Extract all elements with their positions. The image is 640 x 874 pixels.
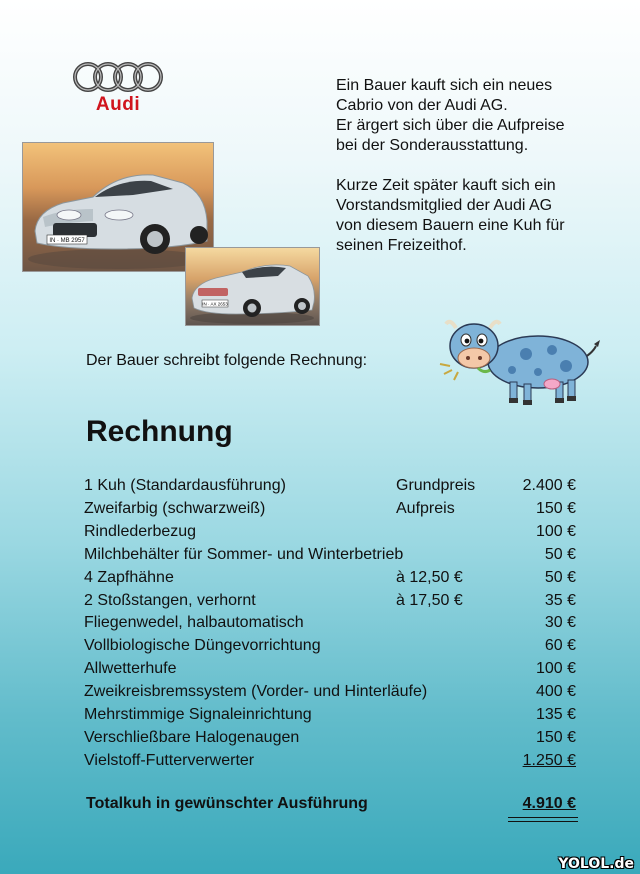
- invoice-item: 4 Zapfhähne: [84, 568, 174, 586]
- convertible-car-icon: [186, 248, 319, 325]
- invoice-price: 30 €: [544, 614, 576, 632]
- invoice-item: Vollbiologische Düngevorrichtung: [84, 637, 321, 655]
- intro-line: Ein Bauer kauft sich ein neues: [336, 77, 553, 94]
- invoice-item: Rindlederbezug: [84, 523, 197, 541]
- invoice-note: à 12,50 €: [396, 568, 463, 586]
- invoice-price: 35 €: [544, 591, 576, 609]
- invoice-row: [84, 749, 576, 772]
- invoice-row: [84, 635, 576, 658]
- invoice-item: Vielstoff-Futterverwerter: [84, 751, 255, 769]
- invoice-table: [84, 475, 576, 772]
- intro-line: von diesem Bauern eine Kuh für: [336, 217, 565, 234]
- intro-text: [336, 76, 626, 276]
- invoice-item: Fliegenwedel, halbautomatisch: [84, 614, 304, 632]
- audi-rings-icon: [72, 60, 164, 94]
- intro-line: seinen Freizeithof.: [336, 237, 467, 254]
- intro-line: Kurze Zeit später kauft sich ein: [336, 177, 556, 194]
- invoice-price: 50 €: [544, 568, 576, 586]
- car-photo-rear: [185, 247, 320, 326]
- invoice-item: Milchbehälter für Sommer- und Winterbetrieb: [84, 545, 404, 563]
- invoice-row: [84, 681, 576, 704]
- intro-paragraph-2: [336, 176, 626, 256]
- invoice-row: [84, 566, 576, 589]
- invoice-item: Zweifarbig (schwarzweiß): [84, 500, 266, 518]
- audi-brand-text: Audi: [95, 94, 141, 115]
- invoice-item: Zweikreisbremssystem (Vorder- und Hinterläufe): [84, 683, 428, 701]
- invoice-note: à 17,50 €: [396, 591, 463, 609]
- invoice-item: Verschließbare Halogenaugen: [84, 728, 300, 746]
- invoice-note: Grundpreis: [396, 477, 476, 495]
- intro-paragraph-1: [336, 76, 626, 156]
- total-value: 4.910 €: [522, 795, 576, 812]
- invoice-row: [84, 521, 576, 544]
- invoice-price: 50 €: [544, 545, 576, 563]
- invoice-row: [84, 589, 576, 612]
- invoice-row: [84, 658, 576, 681]
- intro-line: Vorstandsmitglied der Audi AG: [336, 197, 553, 214]
- invoice-price: 100 €: [535, 660, 576, 678]
- invoice-price: 2.400 €: [522, 477, 576, 495]
- license-plate: IN · AX 2653: [202, 301, 228, 307]
- intro-line: Er ärgert sich über die Aufpreise: [336, 117, 565, 134]
- invoice-row: [84, 612, 576, 635]
- invoice-item: Allwetterhufe: [84, 660, 177, 678]
- total-double-underline: [508, 817, 578, 818]
- invoice-item: Mehrstimmige Signaleinrichtung: [84, 705, 312, 723]
- invoice-row: [84, 475, 576, 498]
- invoice-price: 400 €: [535, 683, 576, 701]
- audi-logo: [72, 60, 164, 118]
- watermark: YOLOL.de: [558, 856, 634, 872]
- invoice-heading: Rechnung: [86, 415, 233, 448]
- cow-icon: [434, 316, 600, 412]
- intro-line: Cabrio von der Audi AG.: [336, 97, 508, 114]
- invoice-row: [84, 544, 576, 567]
- farmer-writes-line: Der Bauer schreibt folgende Rechnung:: [86, 352, 368, 369]
- intro-line: bei der Sonderausstattung.: [336, 137, 529, 154]
- total-label: Totalkuh in gewünschter Ausführung: [86, 795, 368, 812]
- invoice-price: 60 €: [544, 637, 576, 655]
- invoice-item: 2 Stoßstangen, verhornt: [84, 591, 256, 609]
- invoice-row: [84, 703, 576, 726]
- invoice-price: 100 €: [535, 523, 576, 541]
- invoice-item: 1 Kuh (Standardausführung): [84, 477, 286, 495]
- invoice-price: 135 €: [535, 705, 576, 723]
- invoice-price: 1.250 €: [522, 751, 576, 769]
- invoice-row: [84, 726, 576, 749]
- license-plate: IN · MB 2957: [49, 238, 85, 244]
- total-double-underline: [508, 821, 578, 822]
- invoice-price: 150 €: [535, 728, 576, 746]
- invoice-note: Aufpreis: [396, 500, 455, 518]
- invoice-price: 150 €: [535, 500, 576, 518]
- invoice-row: [84, 498, 576, 521]
